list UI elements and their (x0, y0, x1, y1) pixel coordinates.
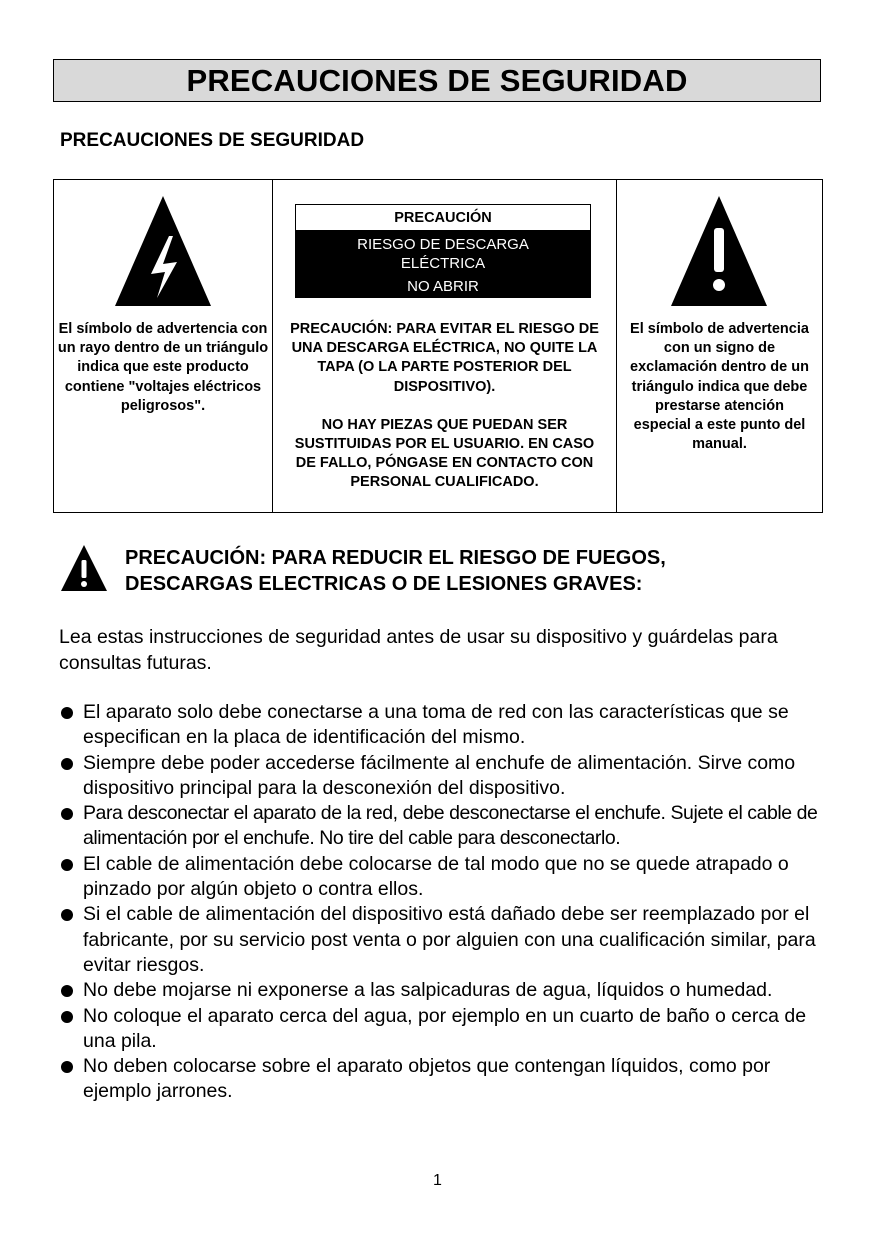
caution-heading-line1: PRECAUCIÓN: PARA REDUCIR EL RIESGO DE FUEGOS, (125, 547, 666, 569)
intro-paragraph: Lea estas instrucciones de seguridad antes de usar su dispositivo y guárdelas para consultas futuras. (59, 626, 778, 674)
caution-label-description (275, 320, 614, 493)
lightning-symbol-description: El símbolo de advertencia con un rayo dentro de un triángulo indica que este producto contiene "voltajes eléctricos peligrosos". (57, 321, 269, 414)
caution-label-title: PRECAUCIÓN (394, 209, 492, 226)
caution-label-body (296, 230, 590, 297)
list-item: Si el cable de alimentación del dispositivo está dañado debe ser reemplazado por el fabricante, por su servicio post venta o por alguien con una cualificación similar, para evitar riesgos. (59, 902, 829, 978)
lightning-triangle-icon (113, 194, 213, 308)
section-subtitle: PRECAUCIONES DE SEGURIDAD (60, 130, 365, 151)
page-number: 1 (433, 1172, 442, 1189)
warning-triangle-icon (60, 543, 108, 593)
list-item: No deben colocarse sobre el aparato objetos que contengan líquidos, como por ejemplo jarrones. (59, 1054, 829, 1105)
exclamation-triangle-icon (669, 194, 769, 308)
caution-heading (125, 545, 666, 597)
caution-label-noopen: NO ABRIR (407, 278, 479, 295)
list-item: Para desconectar el aparato de la red, debe desconectarse el enchufe. Sujete el cable de alimentación por el enchufe. No tire del cable para desconectarlo. (59, 801, 829, 852)
page-title-box (53, 59, 821, 102)
exclamation-symbol-description: El símbolo de advertencia con un signo de exclamación dentro de un triángulo indica que debe prestarse atención especial a este punto del manual. (630, 321, 809, 453)
caution-text-cover: PRECAUCIÓN: PARA EVITAR EL RIESGO DE UNA DESCARGA ELÉCTRICA, NO QUITE LA TAPA (O LA PARTE POSTERIOR DEL DISPOSITIVO). (290, 321, 599, 395)
caution-text-service: NO HAY PIEZAS QUE PUEDAN SER SUSTITUIDAS POR EL USUARIO. EN CASO DE FALLO, PÓNGASE EN CONTACTO CON PERSONAL CUALIFICADO. (294, 416, 595, 491)
page-title: PRECAUCIONES DE SEGURIDAD (186, 62, 688, 98)
list-item: No coloque el aparato cerca del agua, por ejemplo en un cuarto de baño o cerca de una pila. (59, 1004, 829, 1055)
symbol-cell-exclamation (617, 180, 822, 512)
list-item: El aparato solo debe conectarse a una toma de red con las características que se especifican en la placa de identificación del mismo. (59, 700, 829, 751)
caution-heading-line2: DESCARGAS ELECTRICAS O DE LESIONES GRAVES: (125, 573, 643, 595)
caution-label-risk: RIESGO DE DESCARGA ELÉCTRICA (357, 236, 529, 272)
list-item: No debe mojarse ni exponerse a las salpicaduras de agua, líquidos o humedad. (59, 978, 829, 1003)
list-item: Siempre debe poder accederse fácilmente al enchufe de alimentación. Sirve como dispositivo principal para la desconexión del dispositivo. (59, 751, 829, 802)
list-item: El cable de alimentación debe colocarse de tal modo que no se quede atrapado o pinzado por algún objeto o contra ellos. (59, 852, 829, 903)
symbol-cell-lightning (54, 180, 273, 512)
caution-label (295, 204, 591, 298)
symbols-table (53, 179, 823, 513)
symbol-cell-caution-label (273, 180, 617, 512)
safety-bullet-list (59, 700, 829, 1105)
